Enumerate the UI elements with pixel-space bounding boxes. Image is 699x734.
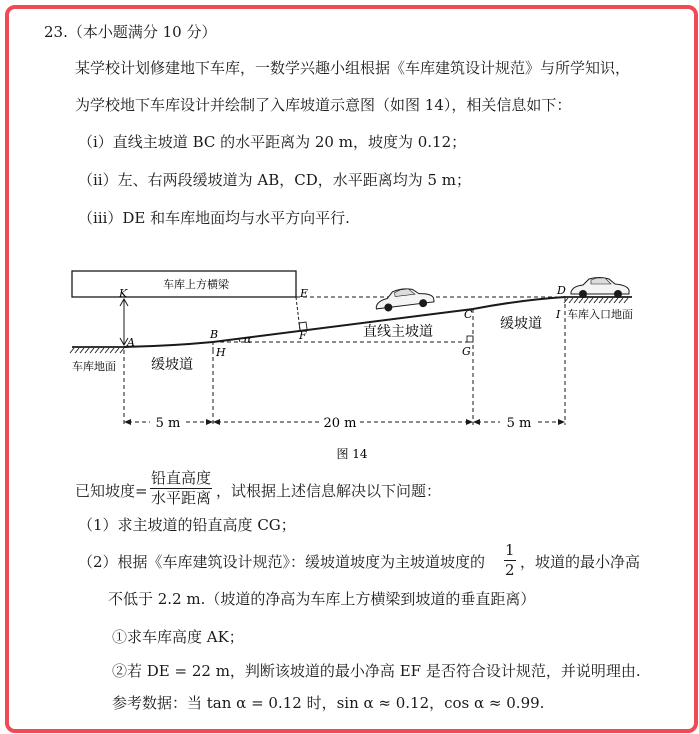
- intro-line-1: 某学校计划修建地下车库，一数学兴趣小组根据《车库建筑设计规范》与所学知识，: [75, 59, 631, 77]
- slope-numerator: 铅直高度: [151, 469, 212, 487]
- dim-left: 5 m: [155, 416, 181, 431]
- slope-fraction: [150, 469, 212, 508]
- slope-denominator: 水平距离: [151, 489, 212, 507]
- condition-3: （ⅲ）DE 和车库地面均与水平方向平行.: [78, 209, 350, 227]
- question-2-suffix: ，坡道的最小净高: [520, 553, 641, 571]
- intro-line-2: 为学校地下车库设计并绘制了入库坡道示意图（如图 14），相关信息如下：: [75, 96, 572, 114]
- condition-1: （ⅰ）直线主坡道 BC 的水平距离为 20 m，坡度为 0.12；: [78, 133, 467, 151]
- main-ramp-label: 直线主坡道: [363, 324, 433, 340]
- point-h: H: [216, 346, 226, 359]
- condition-2: （ⅱ）左、右两段缓坡道为 AB，CD，水平距离均为 5 m；: [78, 171, 472, 189]
- ramp-cd: [473, 297, 565, 309]
- known-prefix: 已知坡度=: [75, 482, 148, 500]
- point-f: F: [299, 329, 307, 342]
- half-fraction: [504, 541, 516, 580]
- entrance-label: 车库入口地面: [567, 308, 633, 321]
- dim-mid: 20 m: [323, 416, 357, 431]
- known-suffix: ，试根据上述信息解决以下问题：: [216, 482, 442, 500]
- question-2-line-2: 不低于 2.2 m.（坡道的净高为车库上方横梁到坡道的垂直距离）: [108, 590, 536, 608]
- question-2-sub-1: ①求车库高度 AK；: [112, 628, 244, 646]
- reference-data: 参考数据：当 tan α = 0.12 时，sin α ≈ 0.12，cos α ≈ 0.99.: [112, 694, 545, 712]
- point-c: C: [464, 308, 473, 321]
- point-b: B: [210, 328, 219, 341]
- ramp-bc: [213, 309, 473, 342]
- car-icon-entrance: [571, 278, 629, 299]
- floor-label: 车库地面: [72, 360, 116, 373]
- car-icon: [374, 285, 434, 312]
- point-a: A: [127, 336, 135, 349]
- problem-header: 23.（本小题满分 10 分）: [44, 23, 217, 41]
- ramp-ab: [124, 342, 213, 347]
- point-k: K: [119, 287, 128, 300]
- question-2-sub-2: ②若 DE = 22 m，判断该坡道的最小净高 EF 是否符合设计规范，并说明理由.: [112, 662, 641, 680]
- point-g: G: [462, 345, 471, 358]
- dim-right: 5 m: [506, 416, 532, 431]
- figure-caption: 图 14: [336, 447, 368, 461]
- right-gentle-ramp-label: 缓坡道: [500, 316, 542, 332]
- half-denominator: 2: [505, 561, 515, 579]
- point-i: I: [556, 308, 561, 321]
- beam-label: 车库上方横梁: [163, 278, 229, 291]
- angle-alpha: α: [244, 333, 252, 346]
- question-1: （1）求主坡道的铅直高度 CG；: [78, 516, 296, 534]
- point-d: D: [557, 284, 566, 297]
- figure-14-diagram: [0, 255, 699, 470]
- point-e: E: [300, 287, 309, 300]
- left-gentle-ramp-label: 缓坡道: [151, 357, 193, 373]
- half-numerator: 1: [505, 541, 515, 559]
- question-2-prefix: （2）根据《车库建筑设计规范》：缓坡道坡度为主坡道坡度的: [78, 553, 486, 571]
